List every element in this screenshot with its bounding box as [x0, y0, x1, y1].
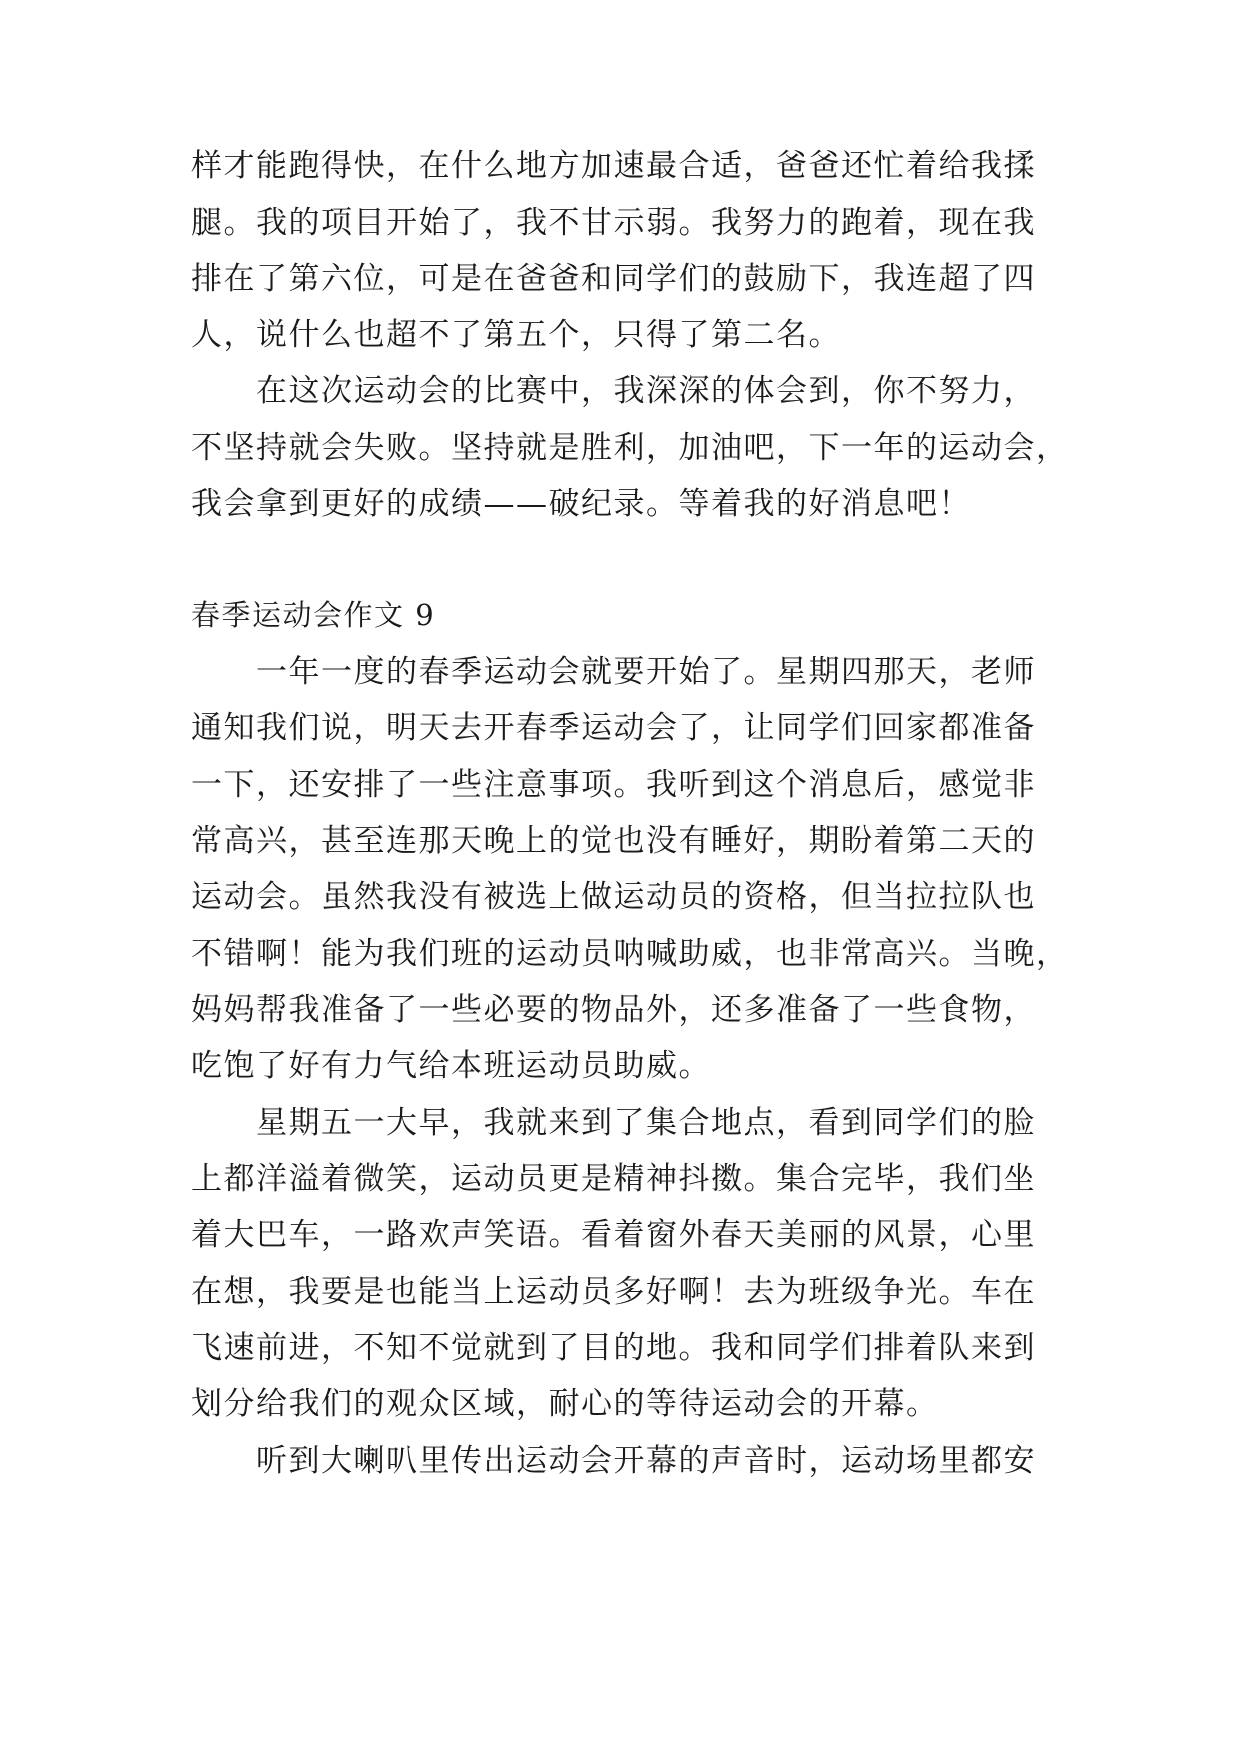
text-line: 常高兴，甚至连那天晚上的觉也没有睡好，期盼着第二天的	[191, 823, 1036, 859]
text-line: 我会拿到更好的成绩——破纪录。等着我的好消息吧！	[191, 486, 971, 522]
text-line: 不错啊！能为我们班的运动员呐喊助威，也非常高兴。当晚，	[191, 936, 1069, 972]
text-line: 上都洋溢着微笑，运动员更是精神抖擞。集合完毕，我们坐	[191, 1161, 1036, 1197]
text-line: 通知我们说，明天去开春季运动会了，让同学们回家都准备	[191, 710, 1036, 746]
text-line: 妈妈帮我准备了一些必要的物品外，还多准备了一些食物，	[191, 992, 1036, 1028]
text-line: 在想，我要是也能当上运动员多好啊！去为班级争光。车在	[191, 1274, 1036, 1310]
text-line: 人，说什么也超不了第五个，只得了第二名。	[191, 317, 841, 353]
text-line: 样才能跑得快，在什么地方加速最合适，爸爸还忙着给我揉	[191, 148, 1036, 184]
text-line: 不坚持就会失败。坚持就是胜利，加油吧，下一年的运动会，	[191, 430, 1069, 466]
text-line: 飞速前进，不知不觉就到了目的地。我和同学们排着队来到	[191, 1330, 1036, 1366]
text-line: 吃饱了好有力气给本班运动员助威。	[191, 1048, 711, 1084]
text-line: 划分给我们的观众区域，耐心的等待运动会的开幕。	[191, 1386, 939, 1422]
text-line: 一下，还安排了一些注意事项。我听到这个消息后，感觉非	[191, 767, 1036, 803]
text-line: 运动会。虽然我没有被选上做运动员的资格，但当拉拉队也	[191, 879, 1036, 915]
text-line: 排在了第六位，可是在爸爸和同学们的鼓励下，我连超了四	[191, 261, 1036, 297]
text-line: 着大巴车，一路欢声笑语。看着窗外春天美丽的风景，心里	[191, 1217, 1036, 1253]
text-line: 星期五一大早，我就来到了集合地点，看到同学们的脸	[256, 1105, 1036, 1141]
section-heading: 春季运动会作文 9	[191, 598, 436, 632]
text-line: 一年一度的春季运动会就要开始了。星期四那天，老师	[256, 654, 1036, 690]
text-line: 腿。我的项目开始了，我不甘示弱。我努力的跑着，现在我	[191, 205, 1036, 241]
text-line: 在这次运动会的比赛中，我深深的体会到，你不努力，	[256, 373, 1036, 409]
text-line: 听到大喇叭里传出运动会开幕的声音时，运动场里都安	[256, 1443, 1036, 1479]
